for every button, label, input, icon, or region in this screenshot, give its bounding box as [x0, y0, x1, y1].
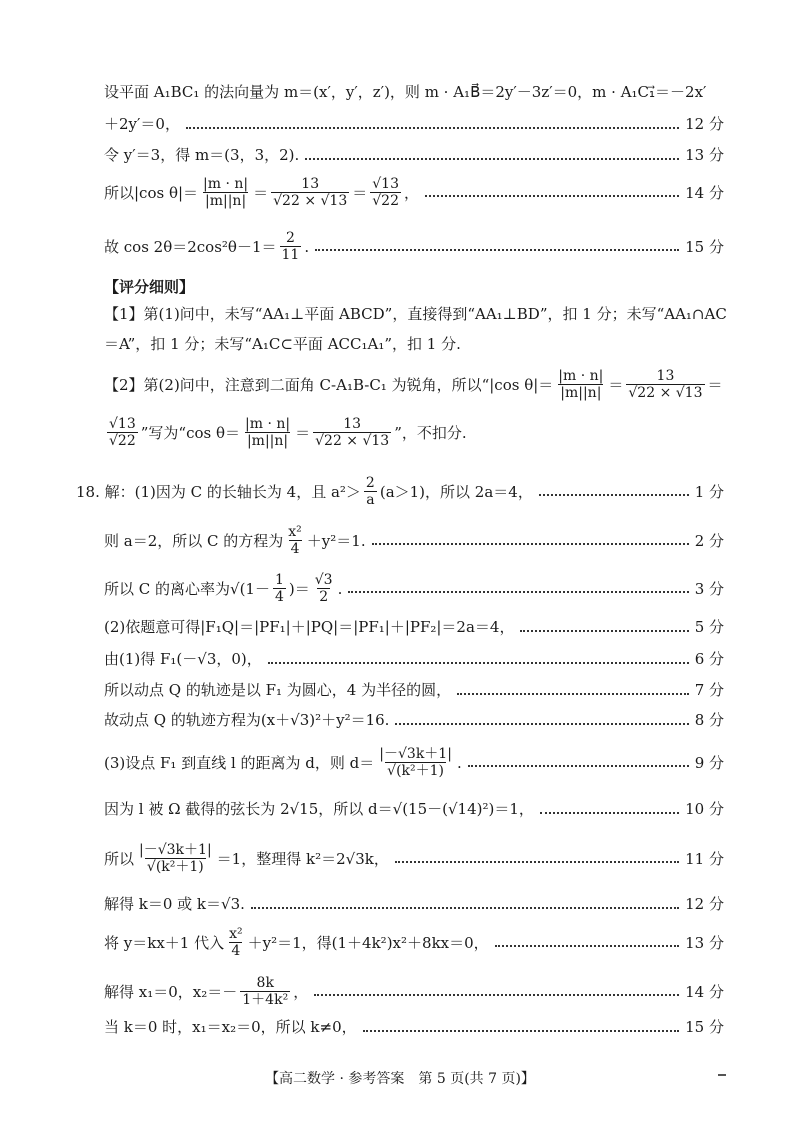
- score-label: 6 分: [694, 650, 724, 668]
- leader-dots: [305, 157, 679, 160]
- fraction: $\frac{\text{x²}}{4}$: [288, 524, 302, 558]
- grading-rule-1: 【1】第(1)问中，未写“AA₁⊥平面 ABCD”，直接得到“AA₁⊥BD”，扣 1 分；未写“AA₁∩AC: [104, 305, 727, 323]
- score-label: 13 分: [685, 933, 724, 952]
- q18-line-7: 故动点 Q 的轨迹方程为(x＋√3)²＋y²＝16. 8 分: [104, 711, 724, 729]
- fraction: $\frac{13}{√22 \times √13}$: [628, 368, 703, 402]
- score-label: 15 分: [685, 237, 724, 256]
- fraction: $\frac{8k}{\text{1＋4k²}}$: [242, 975, 289, 1009]
- score-label: 14 分: [685, 183, 724, 202]
- leader-dots: [314, 993, 679, 996]
- line-1: 设平面 A₁BC₁ 的法向量为 m＝(x′，y′，z′)，则 m · A₁B⃗＝2y′－3z′＝0，m · A₁C₁⃗＝－2x′: [104, 83, 707, 101]
- q18-line-13: 解得 x₁＝0，x₂＝－ $\frac{8k}{\text{1＋4k²}}$ ， 14 分: [104, 975, 724, 1009]
- leader-dots: [425, 194, 679, 197]
- leader-dots: [268, 661, 689, 664]
- q18-line-12: 将 y＝kx＋1 代入 $\frac{\text{x²}}{4}$ ＋y²＝1，得(1＋4k²)x²＋8kx＝0， 13 分: [104, 926, 724, 960]
- fraction: $\frac{|m \cdot n|}{|m||n|}$: [245, 416, 291, 450]
- leader-dots: [251, 906, 679, 909]
- q18-line-14: 当 k＝0 时，x₁＝x₂＝0，所以 k≠0， 15 分: [104, 1018, 724, 1036]
- score-label: 5 分: [694, 618, 724, 636]
- fraction: $\frac{√3}{2}$: [314, 572, 333, 606]
- fraction: $\frac{1}{4}$: [274, 572, 284, 606]
- fraction: $\frac{\text{x²}}{4}$: [229, 926, 243, 960]
- fraction: $\frac{13}{√22 \times √13}$: [273, 176, 348, 210]
- score-label: 10 分: [685, 800, 724, 818]
- q18-line-8: (3)设点 F₁ 到直线 l 的距离为 d，则 d＝ $\frac{|-√3k+1|}{\text{√(k²＋1)}}$ . 9 分: [104, 746, 724, 780]
- grading-rule-2: 【2】第(2)问中，注意到二面角 C-A₁B-C₁ 为锐角，所以“|cos θ|＝ $\frac{|m \cdot n|}{|m||n|}$ ＝ $\frac{13}{√22 \times √13}$ ＝: [104, 368, 723, 402]
- q18-line-6: 所以动点 Q 的轨迹是以 F₁ 为圆心，4 为半径的圆， 7 分: [104, 681, 724, 699]
- score-label: 14 分: [685, 982, 724, 1001]
- grading-rule-2-cont: $\frac{√13}{√22}$ ”写为“cos θ＝ $\frac{|m \cdot n|}{|m||n|}$ ＝ $\frac{13}{√22 \times √13}$ ”，不扣分.: [109, 416, 467, 450]
- leader-dots: [495, 944, 679, 947]
- score-label: 12 分: [685, 115, 724, 133]
- q18-line-11: 解得 k＝0 或 k＝√3. 12 分: [104, 895, 724, 913]
- score-label: 11 分: [685, 849, 724, 868]
- q18-line-9: 因为 l 被 Ω 截得的弦长为 2√15，所以 d＝√(15－(√14)²)＝1， 10 分: [104, 800, 724, 818]
- q18-line-4: (2)依题意可得|F₁Q|＝|PF₁|＋|PQ|＝|PF₁|＋|PF₂|＝2a＝4， 5 分: [104, 618, 724, 636]
- leader-dots: [395, 860, 679, 863]
- line-2: ＋2y′＝0， 12 分: [104, 115, 724, 133]
- line-5: 故 cos 2θ＝2cos²θ－1＝ $\frac{2}{11}$ . 15 分: [104, 230, 724, 264]
- leader-dots: [468, 764, 689, 767]
- leader-dots: [520, 629, 688, 632]
- line-4: 所以|cos θ|＝ $\frac{|m \cdot n|}{|m||n|}$ ＝ $\frac{13}{√22 \times √13}$ ＝ $\frac{√13}{√22}$ ， 14 分: [104, 176, 724, 210]
- leader-dots: [457, 692, 689, 695]
- q18-line-3: 所以 C 的离心率为√(1－ $\frac{1}{4}$ )＝ $\frac{√3}{2}$ . 3 分: [104, 572, 724, 606]
- fraction: $\frac{|-√3k+1|}{\text{√(k²＋1)}}$: [379, 746, 452, 780]
- leader-dots: [395, 722, 688, 725]
- score-label: 3 分: [694, 579, 724, 598]
- fraction: $\frac{|m \cdot n|}{|m||n|}$: [203, 176, 249, 210]
- score-label: 7 分: [694, 681, 724, 699]
- page-footer: 【高二数学 · 参考答案 第 5 页(共 7 页)】: [265, 1071, 535, 1087]
- fraction: $\frac{√13}{√22}$: [372, 176, 400, 210]
- leader-dots: [540, 811, 679, 814]
- score-label: 2 分: [694, 531, 724, 550]
- fraction: $\frac{√13}{√22}$: [109, 416, 136, 450]
- score-label: 1 分: [694, 482, 724, 501]
- grading-rule-1-cont: ＝A”，扣 1 分；未写“A₁C⊂平面 ACC₁A₁”，扣 1 分.: [104, 335, 461, 353]
- leader-dots: [315, 248, 679, 251]
- q18-line-2: 则 a＝2，所以 C 的方程为 $\frac{\text{x²}}{4}$ ＋y²＝1. 2 分: [104, 524, 724, 558]
- leader-dots: [372, 542, 689, 545]
- score-label: 15 分: [685, 1018, 724, 1036]
- score-label: 9 分: [694, 753, 724, 772]
- grading-heading: 【评分细则】: [104, 278, 195, 296]
- fraction: $\frac{13}{√22 \times √13}$: [315, 416, 390, 450]
- q18-line-10: 所以 $\frac{|-√3k+1|}{\text{√(k²＋1)}}$ ＝1，整理得 k²＝2√3k， 11 分: [104, 842, 724, 876]
- line-3: 令 y′＝3，得 m＝(3，3，2). 13 分: [104, 146, 724, 164]
- corner-mark: [718, 1074, 726, 1076]
- q18-line-1: 18. 解：(1)因为 C 的长轴长为 4，且 a²＞ $\frac{2}{a}$ (a＞1)，所以 2a＝4， 1 分: [76, 475, 724, 509]
- leader-dots: [539, 493, 689, 496]
- fraction: $\frac{|m \cdot n|}{|m||n|}$: [558, 368, 604, 402]
- q18-line-5: 由(1)得 F₁(－√3，0)， 6 分: [104, 650, 724, 668]
- score-label: 13 分: [685, 146, 724, 164]
- score-label: 8 分: [694, 711, 724, 729]
- leader-dots: [348, 590, 688, 593]
- score-label: 12 分: [685, 895, 724, 913]
- fraction: $\frac{2}{a}$: [365, 475, 375, 509]
- leader-dots: [363, 1029, 680, 1032]
- fraction: $\frac{2}{11}$: [281, 230, 300, 264]
- leader-dots: [186, 126, 679, 129]
- fraction: $\frac{|-√3k+1|}{\text{√(k²＋1)}}$: [139, 842, 212, 876]
